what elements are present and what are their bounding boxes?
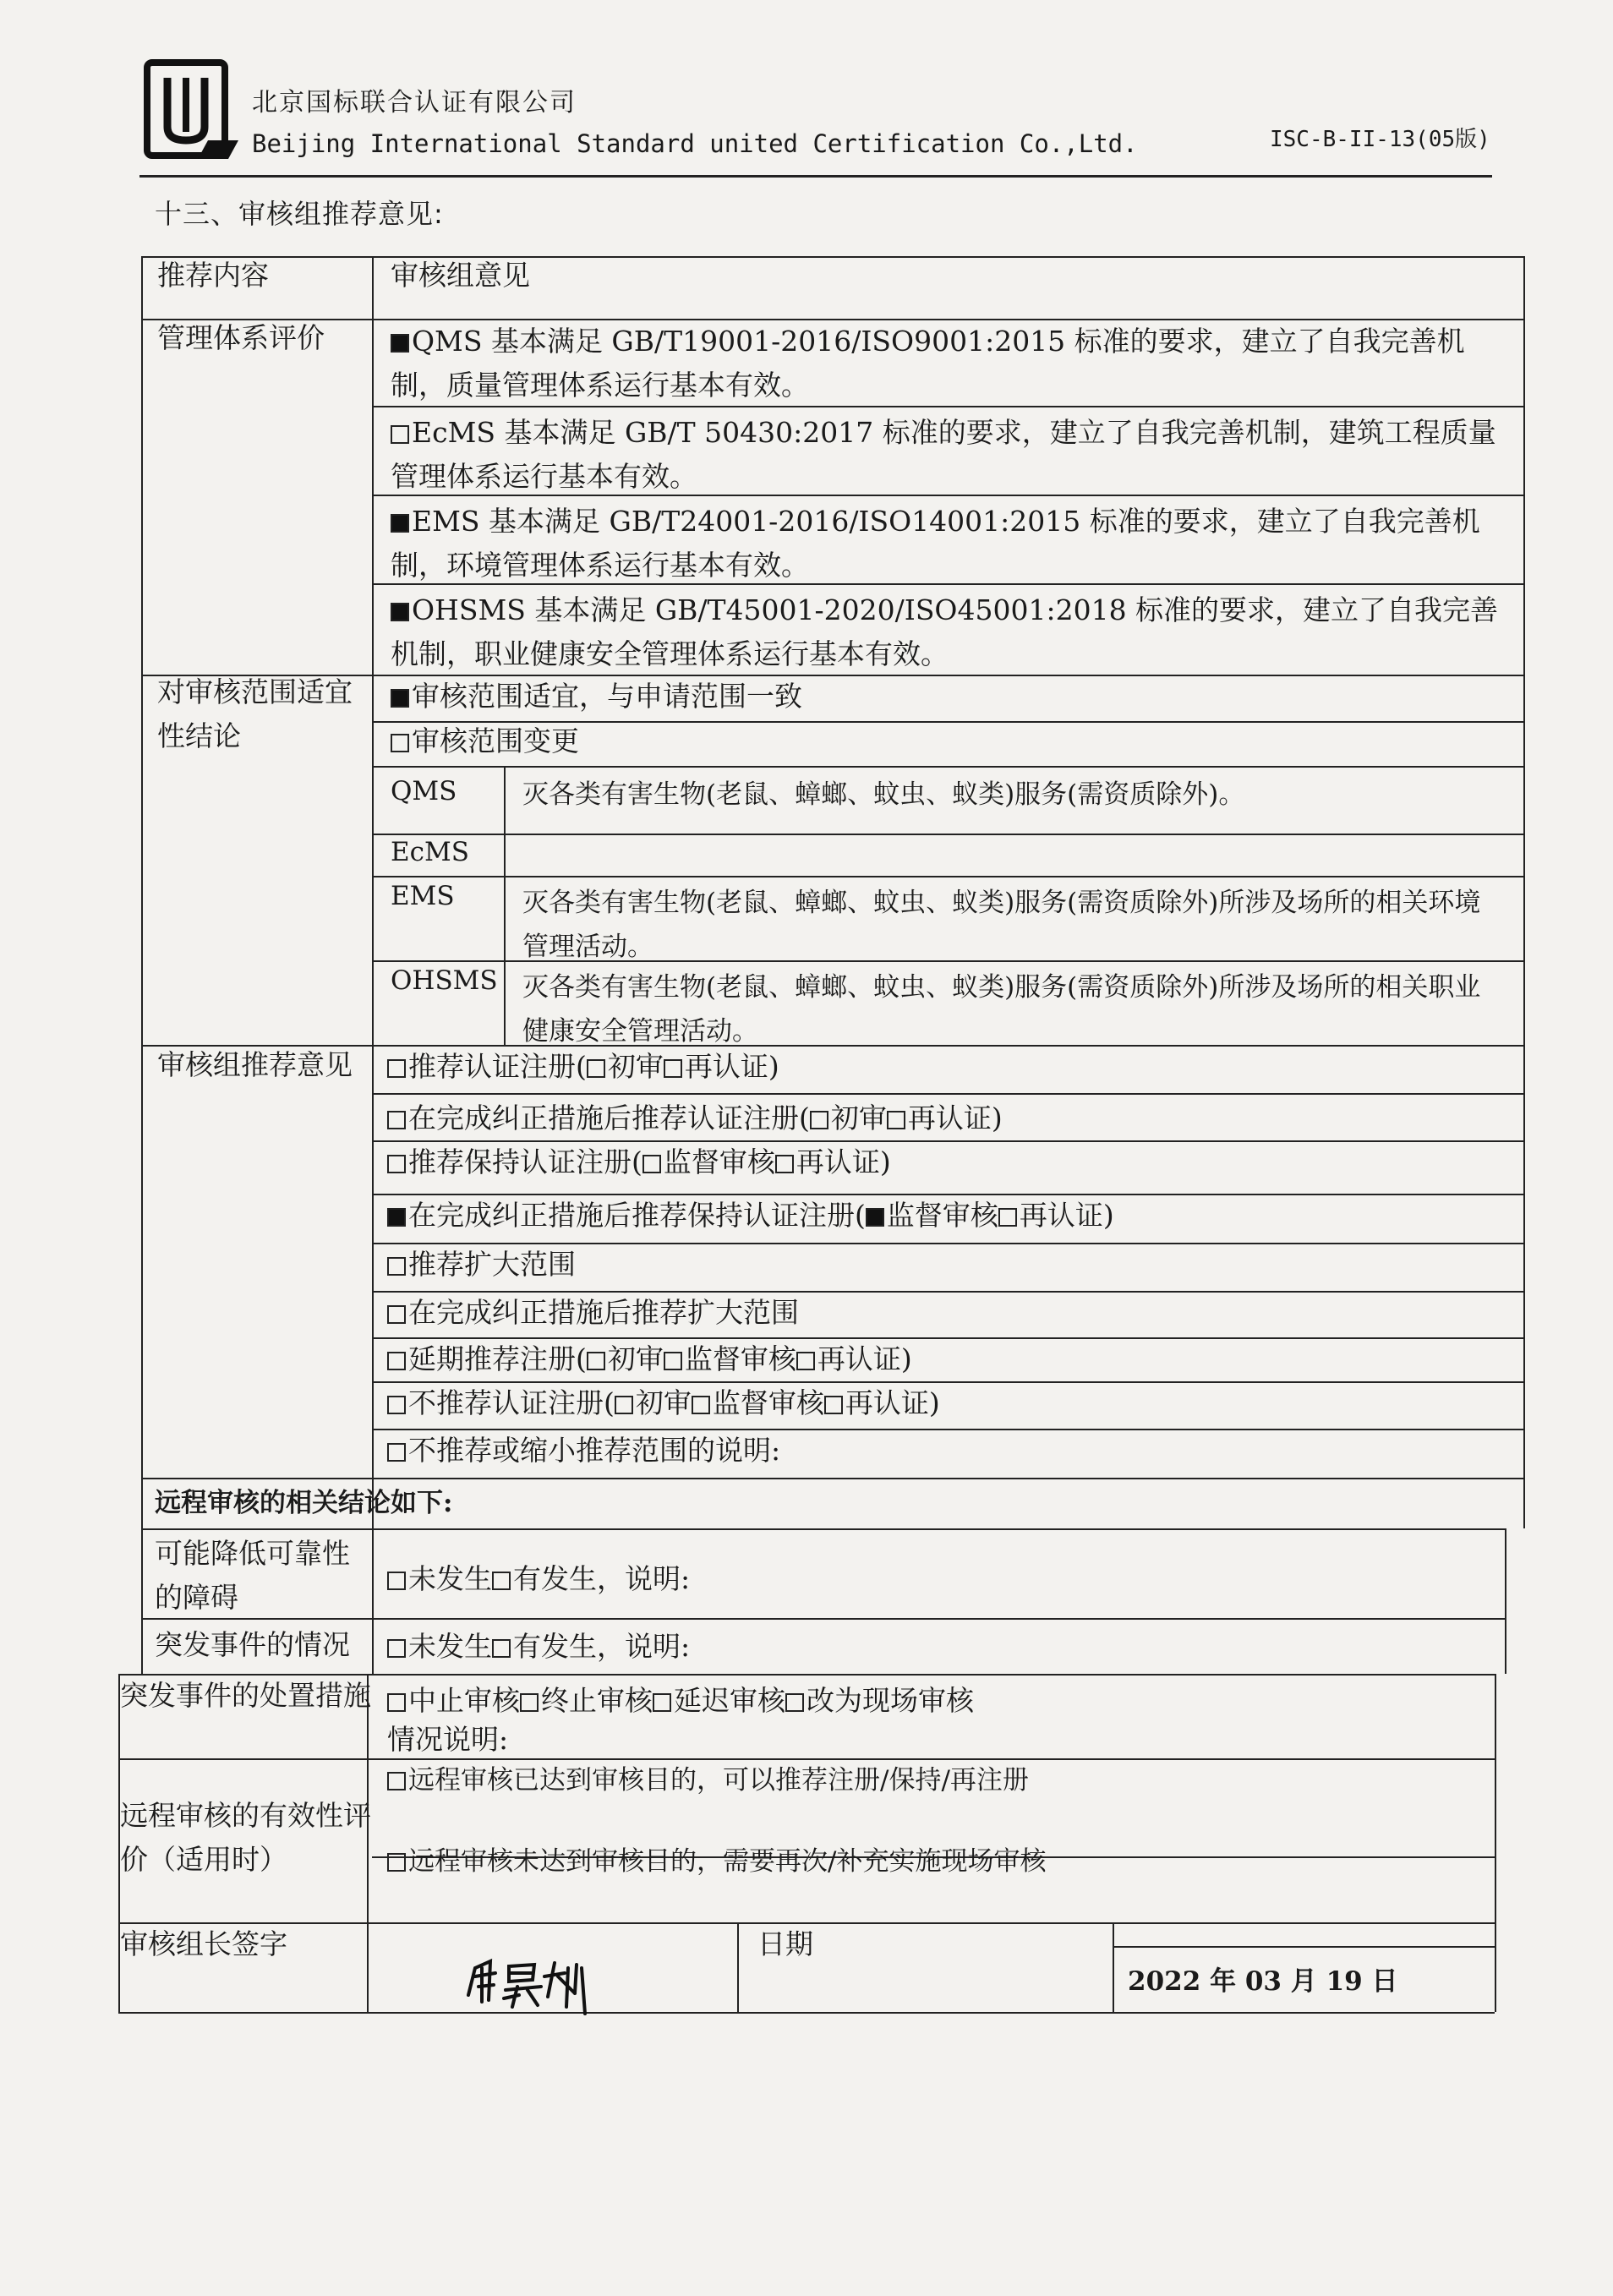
table-rule [372,1093,1523,1095]
checkbox[interactable] [391,514,409,533]
checkbox[interactable] [866,1208,884,1227]
option-label: 初审 [607,1342,664,1375]
option-label: 初审 [830,1102,887,1134]
header-divider [139,175,1492,178]
checkbox[interactable] [387,1693,406,1712]
option-label: 有发生，说明: [513,1562,691,1595]
option-label: 推荐扩大范围 [408,1248,576,1281]
option-label: 推荐保持认证注册( [408,1145,642,1178]
option-label: 不推荐认证注册( [408,1386,615,1419]
table-rule [141,1528,1505,1530]
sign-label: 审核组长签字 [120,1927,287,1960]
recommendation-item [387,1140,891,1184]
checkbox[interactable] [387,1257,406,1276]
effect-label: 远程审核的有效性评价（适用时） [120,1799,371,1876]
option-label: 中止审核 [408,1684,520,1717]
table-rule [1505,1528,1506,1674]
mgmt-item: EMS 基本满足 GB/T24001-2016/ISO14001:2015 标准的要求，建立了自我完善机制，环境管理体系运行基本有效。 [391,505,1480,582]
checkbox[interactable] [810,1111,828,1129]
checkbox[interactable] [387,1111,406,1129]
recommendation-item [387,1381,940,1425]
rec-label: 审核组推荐意见 [157,1048,353,1081]
table-rule [372,834,1523,835]
option-label: 在完成纠正措施后推荐扩大范围 [408,1296,799,1329]
checkbox[interactable] [824,1396,843,1414]
checkbox[interactable] [391,334,409,353]
checkbox[interactable] [796,1352,815,1370]
table-rule [141,256,143,1674]
checkbox[interactable] [387,1639,406,1658]
option-label: 初审 [635,1386,692,1419]
checkbox[interactable] [387,1352,406,1370]
scope-suitable: 审核范围适宜，与申请范围一致 [391,675,802,719]
checkbox[interactable] [387,1396,406,1414]
recommendation-item [387,1194,1114,1238]
table-rule [737,1922,739,2012]
emergency-label: 突发事件的情况 [155,1628,350,1661]
option-label: 监督审核 [684,1342,796,1375]
option-label: 在完成纠正措施后推荐保持认证注册( [408,1199,866,1232]
option-label: 初审 [607,1050,664,1083]
option-label: 监督审核 [663,1145,775,1178]
checkbox[interactable] [387,1155,406,1173]
checkbox[interactable] [998,1208,1017,1227]
option-label: 监督审核 [712,1386,824,1419]
option-label: 再认证) [796,1145,891,1178]
table-rule [372,766,1523,768]
company-name-en: Beijing International Standard united Certification Co.,Ltd. [252,129,1138,158]
checkbox[interactable] [653,1693,671,1712]
option-label: 未发生 [408,1562,492,1595]
col-header-left: 推荐内容 [157,259,269,292]
checkbox[interactable] [391,689,409,708]
checkbox[interactable] [387,1572,406,1590]
mgmt-item: OHSMS 基本满足 GB/T45001-2020/ISO45001:2018 标准的要求，建立了自我完善机制，职业健康安全管理体系运行基本有效。 [391,593,1499,670]
checkbox[interactable] [615,1396,633,1414]
option-label: 延迟审核 [674,1684,785,1717]
checkbox[interactable] [642,1155,661,1173]
checkbox[interactable] [492,1572,511,1590]
recommendation-item [387,1337,912,1381]
checkbox[interactable] [692,1396,710,1414]
scope-code: EMS [391,881,455,911]
option-label: 再认证) [684,1050,779,1083]
option-label: 改为现场审核 [806,1684,974,1717]
checkbox[interactable] [391,603,409,621]
mgmt-label: 管理体系评价 [157,321,325,354]
leader-signature [457,1943,609,2019]
option-label: 再认证) [845,1386,940,1419]
table-rule [1495,1674,1496,2012]
recommendation-item [387,1291,799,1335]
scope-code: EcMS [391,837,469,867]
checkbox[interactable] [785,1693,804,1712]
recommendation-item [387,1429,780,1473]
checkbox[interactable] [387,1059,406,1078]
checkbox[interactable] [391,734,409,752]
table-rule [1523,256,1525,1528]
checkbox[interactable] [387,1305,406,1324]
section-title: 十三、审核组推荐意见: [155,198,444,230]
col-header-right: 审核组意见 [391,259,530,292]
option-label: 监督审核 [886,1199,998,1232]
obstacle-label: 可能降低可靠性的障碍 [155,1537,350,1614]
recommendation-item [387,1243,576,1287]
checkbox[interactable] [387,1443,406,1462]
table-rule [141,256,1523,258]
option-label: 再认证) [1019,1199,1114,1232]
option-label: 在完成纠正措施后推荐认证注册( [408,1102,810,1134]
table-rule [372,256,374,1674]
emergency-value [387,1625,690,1669]
date-label: 日期 [757,1927,813,1960]
checkbox[interactable] [664,1059,682,1078]
scope-text: 灭各类有害生物(老鼠、蟑螂、蚊虫、蚁类)服务(需资质除外)。 [522,779,1245,810]
table-rule [118,2012,1495,2014]
checkbox[interactable] [664,1352,682,1370]
measure-note: 情况说明: [387,1723,509,1756]
checkbox[interactable] [387,1772,406,1790]
mgmt-item: EcMS 基本满足 GB/T 50430:2017 标准的要求，建立了自我完善机制，建筑工程质量管理体系运行基本有效。 [391,416,1496,493]
option-label: 再认证) [907,1102,1003,1134]
checkbox[interactable] [391,425,409,444]
option-label: 未发生 [408,1630,492,1663]
option-label: 再认证) [817,1342,912,1375]
option-label: 延期推荐注册( [408,1342,587,1375]
checkbox[interactable] [492,1639,511,1658]
table-rule [372,876,1523,877]
scope-code: QMS [391,776,457,806]
company-logo [144,59,243,164]
checkbox[interactable] [887,1111,905,1129]
scope-code: OHSMS [391,965,498,996]
option-label: 推荐认证注册( [408,1050,587,1083]
effect-item: 远程审核未达到审核目的，需要再次/补充实施现场审核 [387,1840,1046,1883]
obstacle-value [387,1557,690,1601]
document-code: ISC-B-II-13(05版) [1270,127,1490,152]
scope-label: 对审核范围适宜性结论 [157,675,353,752]
table-rule [141,1478,1523,1479]
recommendation-item [387,1045,779,1089]
checkbox[interactable] [520,1693,539,1712]
checkbox[interactable] [587,1352,605,1370]
mgmt-item: QMS 基本满足 GB/T19001-2016/ISO9001:2015 标准的要求，建立了自我完善机制，质量管理体系运行基本有效。 [391,325,1465,402]
checkbox[interactable] [775,1155,794,1173]
company-name-cn: 北京国标联合认证有限公司 [252,88,577,118]
option-label: 不推荐或缩小推荐范围的说明: [408,1434,781,1467]
checkbox[interactable] [387,1208,406,1227]
scope-text: 灭各类有害生物(老鼠、蟑螂、蚊虫、蚁类)服务(需资质除外)所涉及场所的相关环境管理活动。 [522,888,1481,962]
date-value: 2022 年 03 月 19 日 [1128,1966,1398,1997]
remote-title: 远程审核的相关结论如下: [155,1488,453,1518]
option-label: 终止审核 [541,1684,653,1717]
checkbox[interactable] [387,1853,406,1872]
table-rule [1113,1922,1114,2012]
table-rule [504,766,506,1045]
table-rule [1113,1946,1495,1948]
scope-text: 灭各类有害生物(老鼠、蟑螂、蚊虫、蚁类)服务(需资质除外)所涉及场所的相关职业健康安全管理活动。 [522,972,1481,1047]
recommendation-item [387,1096,1003,1140]
effect-item: 远程审核已达到审核目的，可以推荐注册/保持/再注册 [387,1758,1029,1802]
scope-change: 审核范围变更 [391,719,579,763]
checkbox[interactable] [587,1059,605,1078]
option-label: 有发生，说明: [513,1630,691,1663]
measure-label: 突发事件的处置措施 [120,1679,371,1712]
measure-value [387,1679,974,1723]
